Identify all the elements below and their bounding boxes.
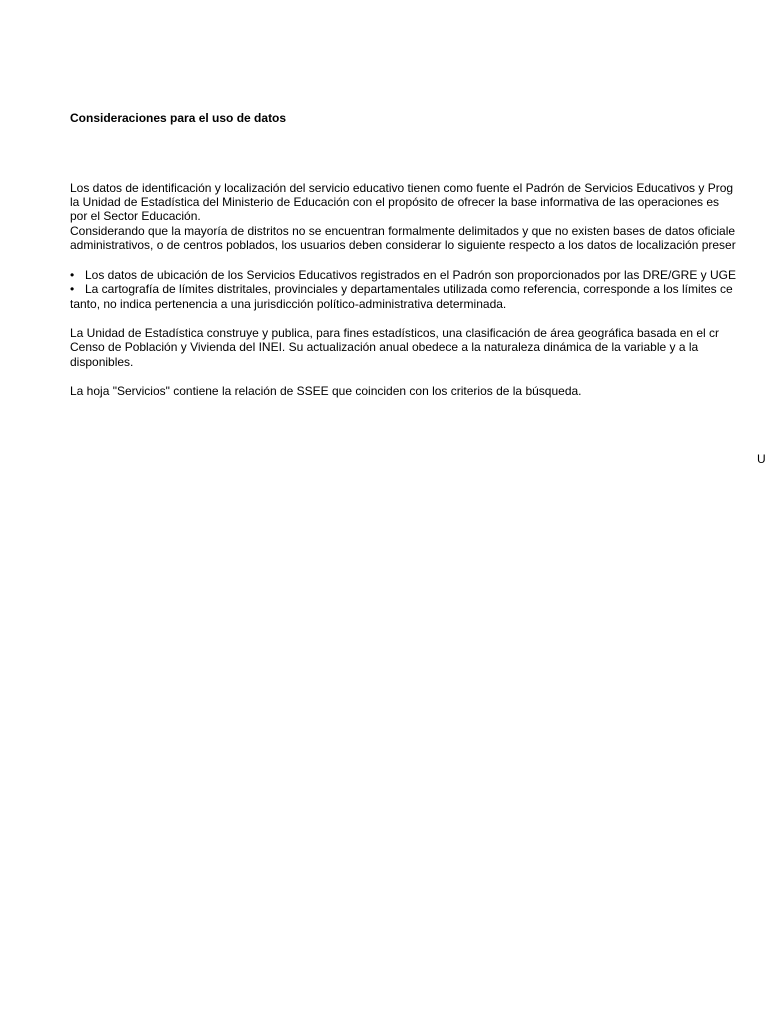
document-title: Consideraciones para el uso de datos [70, 111, 287, 125]
paragraph1-line1: Los datos de identificación y localización del servicio educativo tienen como fuente el Padrón de Servicios Educativos y Prog [70, 181, 734, 195]
paragraph1-line4: Considerando que la mayoría de distritos no se encuentran formalmente delimitados y que no existen bases de datos oficiale [70, 224, 736, 238]
paragraph2-line2: Censo de Población y Vivienda del INEI. Su actualización anual obedece a la naturaleza dinámica de la variable y a la [70, 340, 699, 354]
paragraph2-line3: disponibles. [70, 355, 134, 369]
bullet-item-2-text: La cartografía de límites distritales, provinciales y departamentales utilizada como referencia, corresponde a los límites ce [85, 282, 733, 296]
bullet-symbol: • [70, 282, 75, 296]
paragraph1-line5: administrativos, o de centros poblados, los usuarios deben considerar lo siguiente respecto a los datos de localización preser [70, 238, 736, 252]
right-edge-fragment: U [757, 452, 766, 466]
bullet-item-2-continued: tanto, no indica pertenencia a una jurisdicción político-administrativa determinada. [70, 297, 507, 311]
paragraph1-line3: por el Sector Educación. [70, 209, 201, 223]
paragraph3: La hoja "Servicios" contiene la relación de SSEE que coinciden con los criterios de la búsqueda. [70, 384, 582, 398]
paragraph2-line1: La Unidad de Estadística construye y publica, para fines estadísticos, una clasificación de área geográfica basada en el cr [70, 326, 720, 340]
paragraph1-line2: la Unidad de Estadística del Ministerio de Educación con el propósito de ofrecer la base informativa de las operaciones es [70, 195, 720, 209]
bullet-item-2 [70, 282, 733, 296]
bullet-symbol: • [70, 268, 75, 282]
bullet-item-1-text: Los datos de ubicación de los Servicios Educativos registrados en el Padrón son proporcionados por las DRE/GRE y UGE [85, 268, 737, 282]
bullet-item-1 [70, 268, 736, 282]
